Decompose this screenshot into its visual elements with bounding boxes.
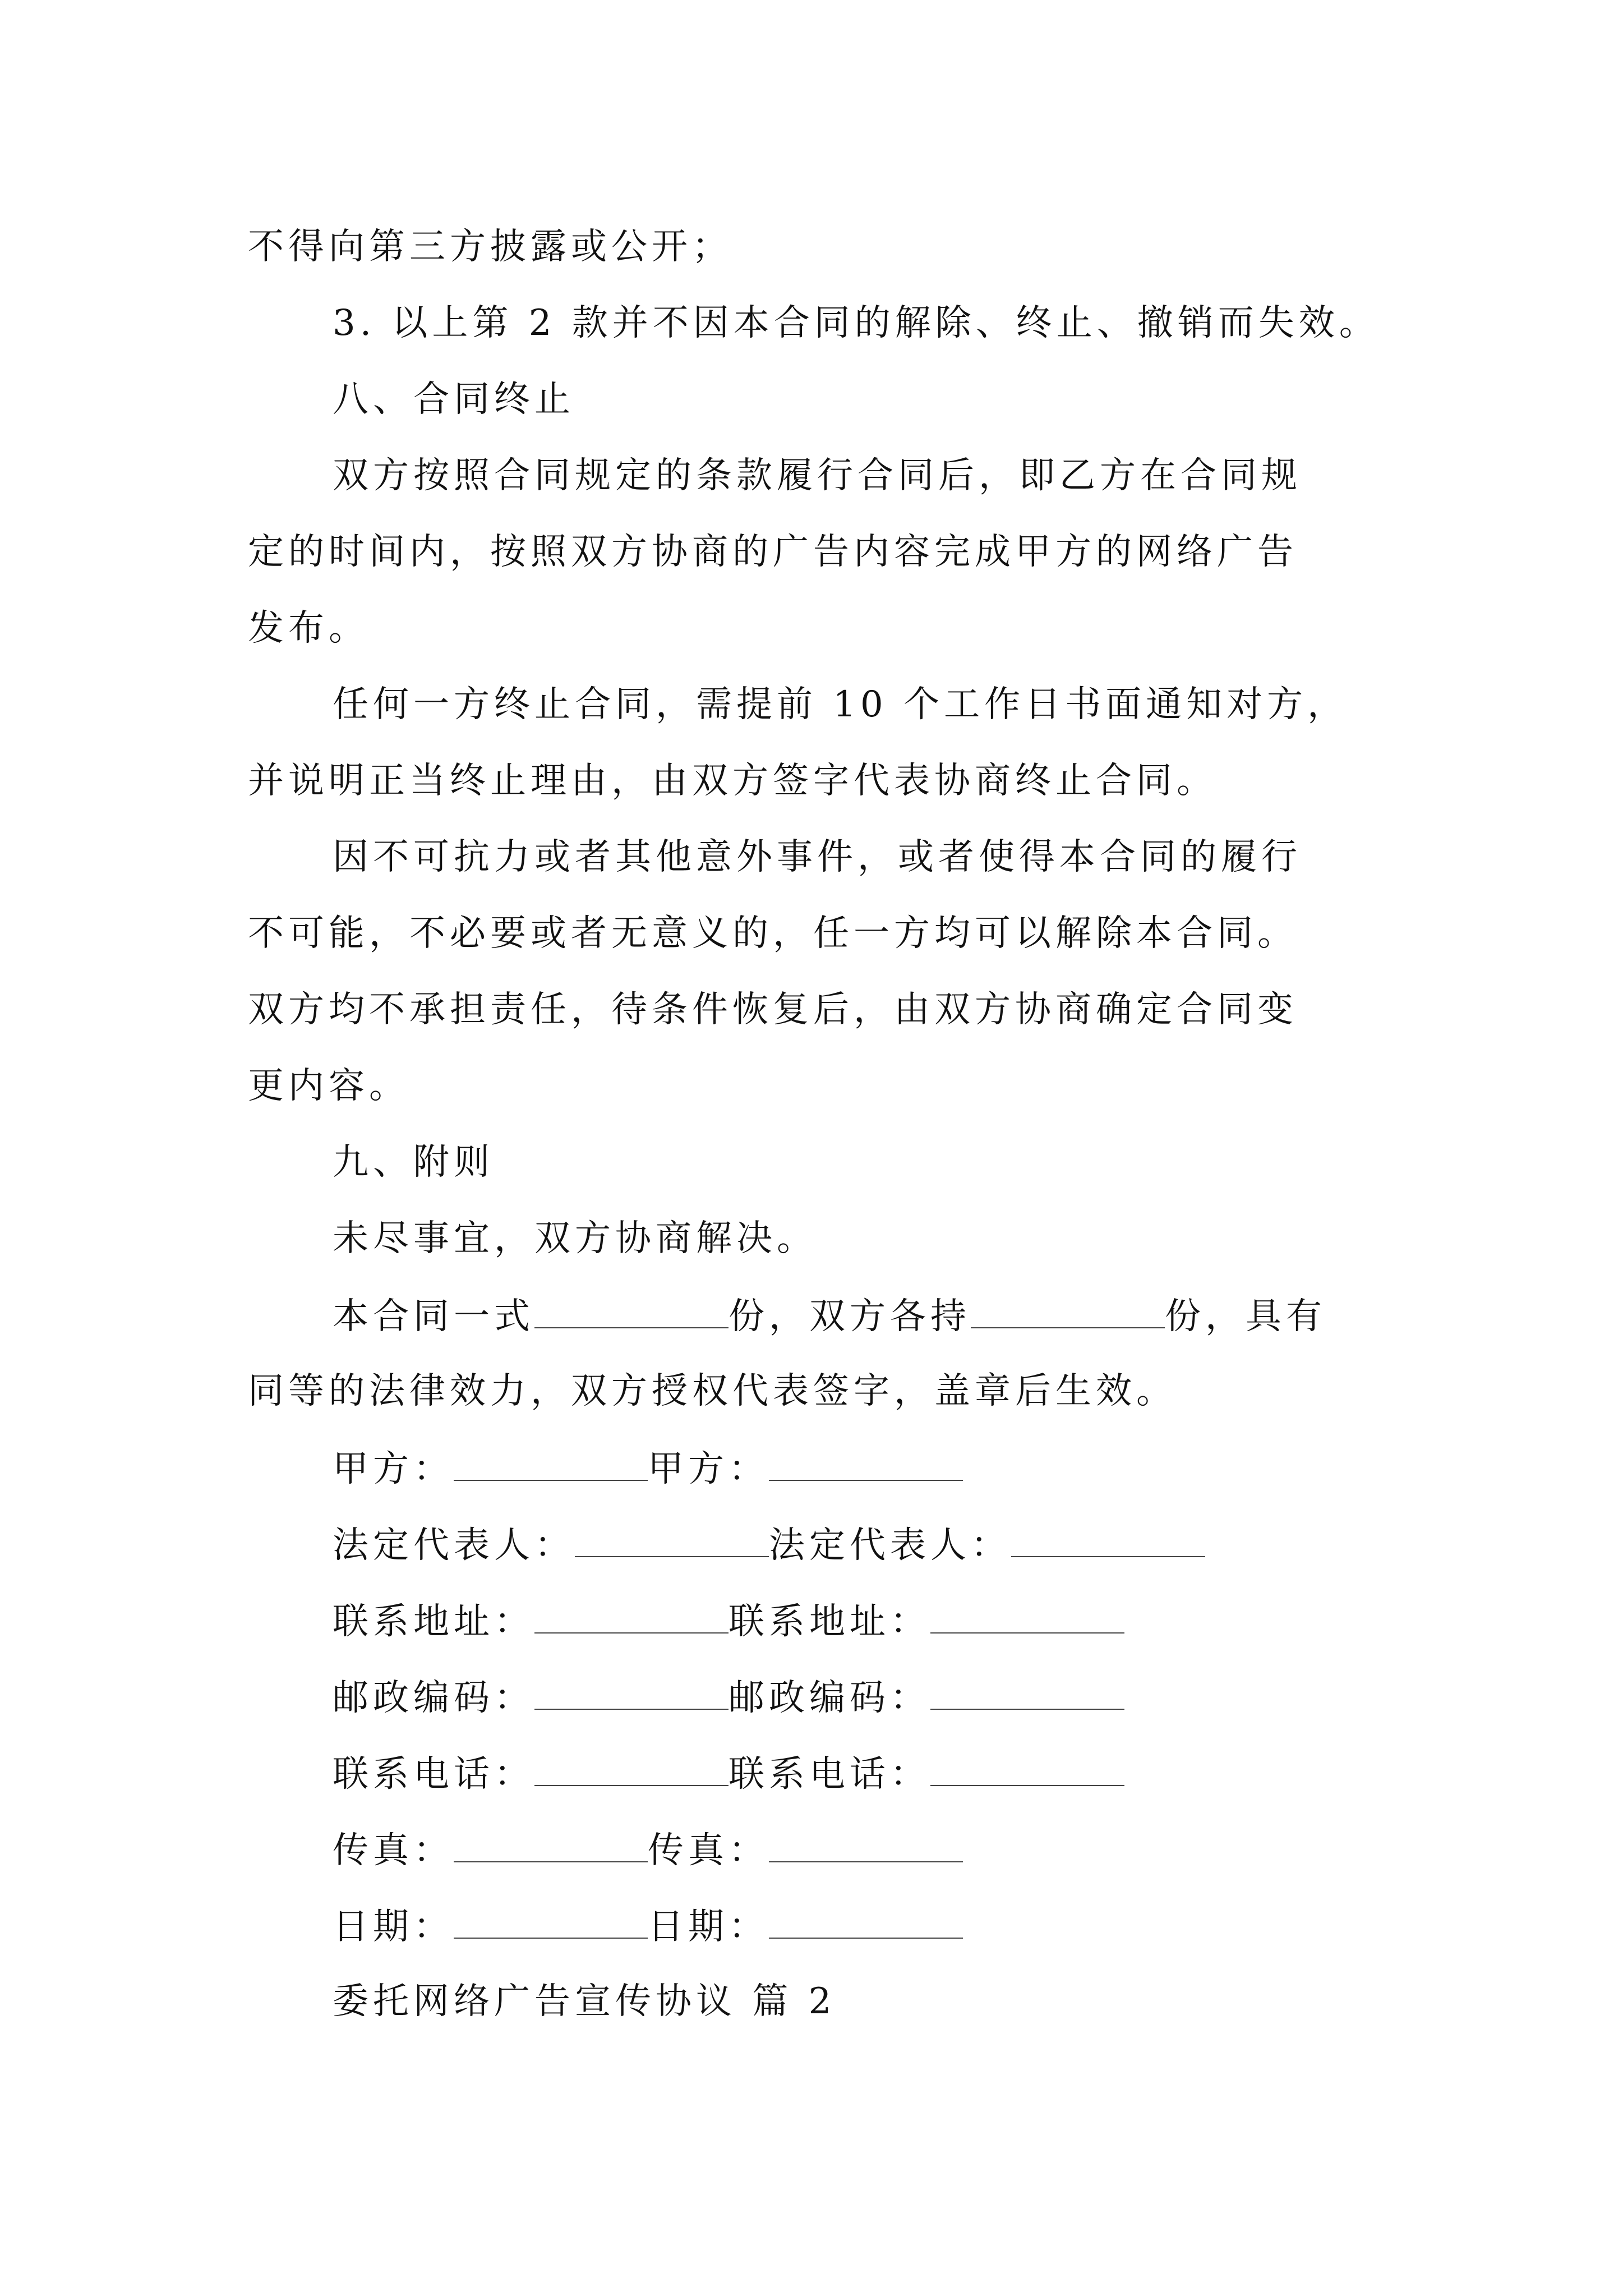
- text-line: 不得向第三方披露或公开；: [248, 226, 732, 268]
- clause-3: 3. 以上第 2 款并不因本合同的解除、终止、撤销而失效。: [333, 302, 1380, 344]
- field-blank[interactable]: [769, 1903, 963, 1939]
- text-line: 不可能，不必要或者无意义的，任一方均可以解除本合同。: [248, 913, 1298, 954]
- section-heading-9: 九、附则: [333, 1142, 494, 1183]
- field-blank[interactable]: [454, 1826, 648, 1862]
- section-heading-8: 八、合同终止: [333, 379, 575, 420]
- field-blank[interactable]: [769, 1826, 963, 1862]
- signature-row: [333, 1445, 963, 1490]
- text-line: 发布。: [248, 608, 369, 649]
- signature-row: [333, 1521, 1205, 1566]
- field-label-address: 联系地址：: [333, 1601, 534, 1642]
- signature-row: [333, 1826, 963, 1871]
- signature-row: [333, 1903, 963, 1948]
- signature-row: [333, 1750, 1124, 1795]
- copies-text-3: 份，具有: [1165, 1296, 1326, 1337]
- field-label-fax-2: 传真：: [648, 1830, 769, 1871]
- field-blank[interactable]: [930, 1598, 1124, 1634]
- copies-line: [333, 1292, 1326, 1337]
- copies-blank-2[interactable]: [971, 1292, 1165, 1328]
- copies-blank-1[interactable]: [534, 1292, 728, 1328]
- field-label-address-2: 联系地址：: [728, 1601, 930, 1642]
- next-section-title: 委托网络广告宣传协议 篇 2: [333, 1981, 836, 2022]
- field-label-phone: 联系电话：: [333, 1754, 534, 1795]
- field-blank[interactable]: [575, 1521, 769, 1557]
- field-label-legal-rep: 法定代表人：: [333, 1525, 575, 1566]
- signature-row: [333, 1674, 1124, 1719]
- copies-text-1: 本合同一式: [333, 1296, 534, 1337]
- field-blank[interactable]: [1011, 1521, 1205, 1557]
- field-blank[interactable]: [930, 1674, 1124, 1710]
- field-label-fax: 传真：: [333, 1830, 454, 1871]
- text-line: 同等的法律效力，双方授权代表签字，盖章后生效。: [248, 1370, 1177, 1412]
- text-line: 任何一方终止合同，需提前 10 个工作日书面通知对方，: [333, 684, 1348, 725]
- field-label-date: 日期：: [333, 1906, 454, 1948]
- field-label-party-a-2: 甲方：: [648, 1448, 769, 1490]
- field-blank[interactable]: [534, 1750, 728, 1786]
- field-blank[interactable]: [534, 1598, 728, 1634]
- field-blank[interactable]: [769, 1445, 963, 1481]
- field-label-phone-2: 联系电话：: [728, 1754, 930, 1795]
- signature-row: [333, 1598, 1124, 1642]
- field-blank[interactable]: [454, 1445, 648, 1481]
- text-line: 双方均不承担责任，待条件恢复后，由双方协商确定合同变: [248, 989, 1298, 1030]
- text-line: 定的时间内，按照双方协商的广告内容完成甲方的网络广告: [248, 531, 1298, 573]
- field-label-postcode-2: 邮政编码：: [728, 1677, 930, 1719]
- field-label-legal-rep-2: 法定代表人：: [769, 1525, 1011, 1566]
- field-blank[interactable]: [534, 1674, 728, 1710]
- field-blank[interactable]: [930, 1750, 1124, 1786]
- field-blank[interactable]: [454, 1903, 648, 1939]
- text-line: 并说明正当终止理由，由双方签字代表协商终止合同。: [248, 760, 1217, 802]
- field-label-party-a: 甲方：: [333, 1448, 454, 1490]
- field-label-postcode: 邮政编码：: [333, 1677, 534, 1719]
- text-line: 双方按照合同规定的条款履行合同后，即乙方在合同规: [333, 455, 1302, 496]
- text-line: 未尽事宜，双方协商解决。: [333, 1218, 817, 1259]
- copies-text-2: 份，双方各持: [728, 1296, 971, 1337]
- text-line: 更内容。: [248, 1065, 409, 1107]
- field-label-date-2: 日期：: [648, 1906, 769, 1948]
- text-line: 因不可抗力或者其他意外事件，或者使得本合同的履行: [333, 836, 1302, 878]
